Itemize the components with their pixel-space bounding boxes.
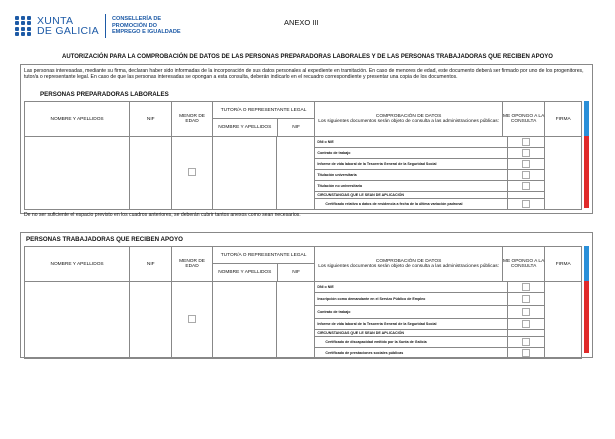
menor-checkbox[interactable] (188, 315, 196, 323)
col-tutor-nombre: NOMBRE Y APELLIDOS (213, 264, 278, 282)
doc-item: DNI o NIE (315, 137, 508, 148)
red-marker (584, 136, 589, 208)
xunta-logo (14, 14, 181, 38)
department-name: CONSELLERÍA DE PROMOCIÓN DO EMPREGO E IGUALDADE (111, 16, 181, 36)
blue-marker (584, 246, 589, 281)
nif-cell[interactable] (130, 282, 172, 359)
oppose-checkbox[interactable] (522, 138, 530, 146)
col-nombre: NOMBRE Y APELLIDOS (25, 102, 130, 137)
col-firma: FIRMA (545, 102, 582, 137)
col-tutor: TUTOR/A O REPRESENTANTE LEGAL (213, 247, 315, 264)
oppose-checkbox[interactable] (522, 349, 530, 357)
col-menor: MENOR DE EDAD (172, 247, 212, 282)
doc-item: Titulación universitaria (315, 170, 508, 181)
col-nombre: NOMBRE Y APELLIDOS (25, 247, 130, 282)
oppose-checkbox[interactable] (522, 149, 530, 157)
doc-item: Contrato de trabajo (315, 148, 508, 159)
nombre-cell[interactable] (25, 282, 130, 359)
menor-checkbox[interactable] (188, 168, 196, 176)
oppose-checkbox[interactable] (522, 171, 530, 179)
oppose-checkbox[interactable] (522, 200, 530, 208)
oppose-checkbox[interactable] (522, 320, 530, 328)
logo-line1: XUNTA (37, 15, 74, 27)
col-tutor: TUTOR/A O REPRESENTANTE LEGAL (213, 102, 315, 119)
circumstances-title: CIRCUNSTANCIAS QUE LE SEAN DE APLICACIÓN (315, 192, 508, 199)
doc-item: Informe de vida laboral de la Tesorería General de la Seguridad Social (315, 319, 508, 330)
col-tutor-nombre: NOMBRE Y APELLIDOS (213, 119, 278, 137)
doc-item: Certificado relativo a datos de residencia a fecha de la última variación padronal (325, 202, 463, 206)
oppose-checkbox[interactable] (522, 295, 530, 303)
section1-title: PERSONAS PREPARADORAS LABORALES (40, 91, 169, 98)
nif-cell[interactable] (130, 137, 172, 210)
col-firma: FIRMA (545, 247, 582, 282)
circumstances-title: CIRCUNSTANCIAS QUE LE SEAN DE APLICACIÓN (315, 330, 508, 337)
logo-line2: DE GALICIA (37, 25, 99, 37)
section2-docs (315, 282, 544, 358)
oppose-checkbox[interactable] (522, 308, 530, 316)
col-tutor-nif: NIF (292, 270, 300, 275)
tutor-nif-cell[interactable] (276, 137, 314, 210)
tutor-nombre-cell[interactable] (212, 137, 276, 210)
xunta-emblem-icon (14, 15, 32, 37)
section1-table (24, 101, 582, 210)
col-nif: NIF (130, 247, 172, 282)
firma-cell[interactable] (545, 137, 582, 210)
doc-item: Titulación no universitaria (315, 181, 508, 192)
col-tutor-nif: NIF (292, 125, 300, 130)
section2-title: PERSONAS TRABAJADORAS QUE RECIBEN APOYO (26, 236, 183, 243)
firma-cell[interactable] (545, 282, 582, 359)
col-opongo: ME OPONGO A LA CONSULTA (502, 247, 545, 282)
doc-item: Informe de vida laboral de la Tesorería General de la Seguridad Social (315, 159, 508, 170)
intro-text: Las personas interesadas, mediante su firma, declaran haber sido informadas de la incorporación de sus datos personales al expediente en tramitación. En caso de menores de edad, este documento deberá ser firmado por uno de los progenitores, tutor/a o representante legal. En caso de que las personas interesadas se opongan a esta consulta, deberán indicarlo en el recuadro correspondiente y presentar una copia de los documentos. (24, 68, 584, 81)
doc-item: Certificado de discapacidad emitido por la Xunta de Galicia (315, 337, 508, 348)
document-title: AUTORIZACIÓN PARA LA COMPROBACIÓN DE DATOS DE LAS PERSONAS PREPARADORAS LABORALES Y DE LAS PERSONAS TRABAJADORAS QUE RECIBEN APOYO (62, 54, 553, 60)
doc-item: Contrato de trabajo (315, 306, 508, 319)
doc-item: Inscripción como demandante en el Servizo Público de Empleo (315, 293, 508, 306)
note-text: De no ser suficiente el espacio previsto en los cuadros anteriores, se deberán cubrir tantos anexos como sean necesarios. (24, 212, 301, 218)
col-opongo: ME OPONGO A LA CONSULTA (502, 102, 545, 137)
annex-label: ANEXO III (284, 18, 319, 27)
section1-docs (315, 137, 544, 209)
oppose-checkbox[interactable] (522, 160, 530, 168)
oppose-checkbox[interactable] (522, 338, 530, 346)
doc-item: Certificado de prestaciones sociales públicas (325, 351, 404, 355)
tutor-nif-cell[interactable] (276, 282, 314, 359)
nombre-cell[interactable] (25, 137, 130, 210)
oppose-checkbox[interactable] (522, 182, 530, 190)
oppose-checkbox[interactable] (522, 283, 530, 291)
red-marker (584, 281, 589, 353)
tutor-nombre-cell[interactable] (212, 282, 276, 359)
doc-item: DNI o NIE (315, 282, 508, 293)
blue-marker (584, 101, 589, 136)
col-comprobacion: COMPROBACIÓN DE DATOS Los siguientes documentos serán objeto de consulta a las administraciones públicas: (315, 102, 502, 137)
col-comprobacion: COMPROBACIÓN DE DATOS Los siguientes documentos serán objeto de consulta a las administraciones públicas: (315, 247, 502, 282)
section2-table (24, 246, 582, 359)
col-menor: MENOR DE EDAD (172, 102, 212, 137)
logo-divider (105, 14, 106, 38)
col-nif: NIF (130, 102, 172, 137)
